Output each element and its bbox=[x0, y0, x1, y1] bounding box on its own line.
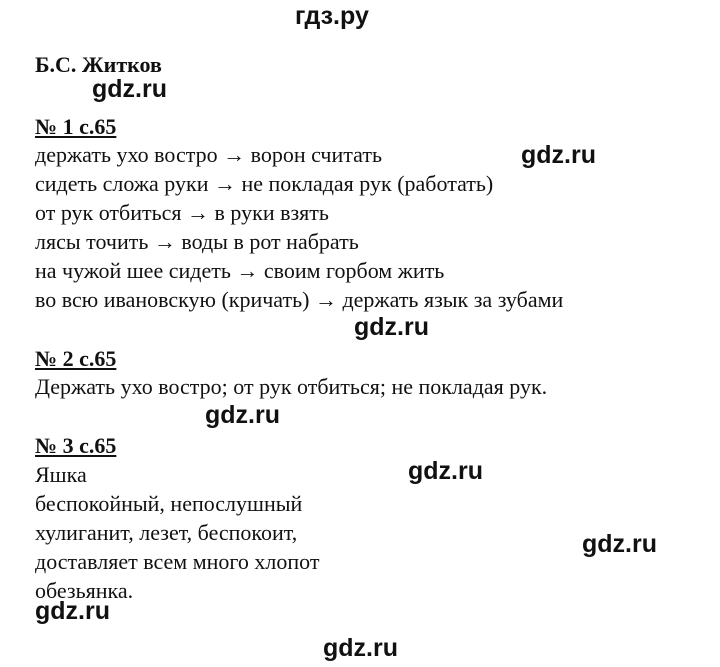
watermark: gdz.ru bbox=[521, 141, 596, 169]
exercise-1-line: лясы точить → воды в рот набрать bbox=[35, 229, 359, 254]
watermark: gdz.ru bbox=[205, 401, 280, 429]
exercise-1-heading: № 1 с.65 bbox=[35, 114, 117, 139]
exercise-2-line: Держать ухо востро; от рук отбиться; не покладая рук. bbox=[35, 374, 548, 399]
exercise-3-line: доставляет всем много хлопот bbox=[35, 549, 320, 574]
watermark: gdz.ru bbox=[323, 634, 398, 662]
exercise-3-line: беспокойный, непослушный bbox=[35, 491, 303, 516]
exercise-1-line: от рук отбиться → в руки взять bbox=[35, 200, 329, 225]
exercise-1-line: держать ухо востро → ворон считать bbox=[35, 142, 382, 167]
watermark: gdz.ru bbox=[408, 457, 483, 485]
exercise-3-line: Яшка bbox=[35, 462, 87, 487]
author-name: Б.С. Житков bbox=[35, 52, 162, 77]
exercise-1-line: во всю ивановскую (кричать) → держать язык за зубами bbox=[35, 287, 564, 312]
watermark: gdz.ru bbox=[92, 75, 167, 103]
watermark: gdz.ru bbox=[354, 313, 429, 341]
exercise-1-line: на чужой шее сидеть → своим горбом жить bbox=[35, 258, 445, 283]
exercise-2-heading: № 2 с.65 bbox=[35, 346, 117, 371]
watermark: gdz.ru bbox=[582, 530, 657, 558]
site-watermark-header: гдз.ру bbox=[295, 2, 369, 30]
watermark: gdz.ru bbox=[35, 597, 110, 625]
exercise-3-heading: № 3 с.65 bbox=[35, 433, 117, 458]
exercise-1-line: сидеть сложа руки → не покладая рук (работать) bbox=[35, 171, 494, 196]
exercise-3-line: хулиганит, лезет, беспокоит, bbox=[35, 520, 298, 545]
exercise-3-line: обезьянка. bbox=[35, 578, 134, 603]
